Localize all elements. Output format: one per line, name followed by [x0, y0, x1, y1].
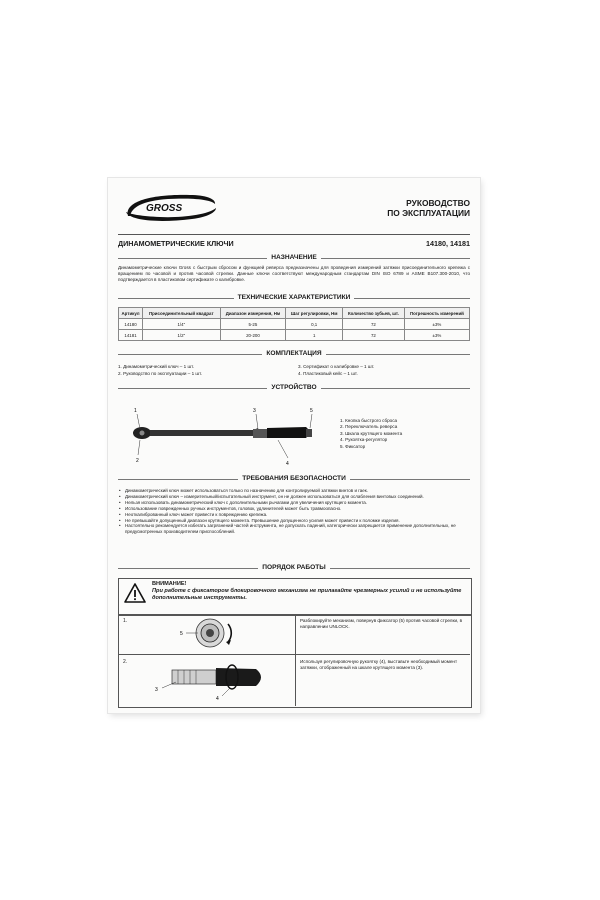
col-range: Диапазон измерения, Нм	[220, 308, 286, 319]
safety-list	[118, 488, 470, 535]
product-title: ДИНАМОМЕТРИЧЕСКИЕ КЛЮЧИ	[118, 239, 234, 248]
list-item: 3. Шкала крутящего момента	[340, 430, 403, 436]
warning-title: ВНИМАНИЕ!	[152, 581, 187, 587]
purpose-text: Динамометрические ключи Gross с быстрым сбросом и функцией реверса предназначены для проведения измерений затяжки присоединительного крепежа с вращением по часовой и против часовой стрелки. Данные ключи соответствуют международным стандартам DIN ISO 6789 и ASME B107.300-2010, что подтверждается в пластиковом сертификате о калибровке.	[118, 265, 470, 283]
list-item: 4. Пластиковый кейс – 1 шт.	[298, 370, 358, 376]
col-article: Артикул	[119, 308, 143, 319]
warning-triangle-icon	[124, 583, 146, 608]
col-teeth: Количество зубьев, шт.	[343, 308, 405, 319]
step-2-callout-3: 3	[155, 687, 158, 693]
manual-page	[108, 178, 480, 713]
cell: 20-200	[220, 330, 286, 341]
purpose-heading: НАЗНАЧЕНИЕ	[108, 254, 480, 262]
list-item: • Не превышайте допущенный диапазон крутящего момента. Превышение допущенного усилия может привести к поломке изделия.	[118, 518, 470, 524]
list-item: • Настоятельно рекомендуется избегать загрязнений частей инструмента, не допускать падений, категорически запрещается применение дополнительных, не предусмотренных производителем приспособлений.	[118, 523, 470, 535]
cell: 14180	[119, 319, 143, 330]
parts-list	[340, 418, 402, 450]
step-2-callout-4: 4	[216, 696, 219, 702]
cell: 72	[343, 330, 405, 341]
list-item: • Использование поврежденных ручных инструментов, головок, удлинителей может быть травмоопасно.	[118, 506, 470, 512]
cell: 72	[343, 319, 405, 330]
col-square: Присоединительный квадрат	[143, 308, 221, 319]
wrench-illustration	[118, 400, 328, 472]
warning-text: При работе с фиксатором блокировочного механизма не прилагайте чрезмерных усилий и не используйте дополнительные инструменты.	[152, 588, 462, 601]
callout-5: 5	[310, 408, 313, 414]
manual-title-line1: РУКОВОДСТВО	[406, 198, 470, 208]
procedure-heading: ПОРЯДОК РАБОТЫ	[108, 564, 480, 572]
specs-header-row	[119, 308, 470, 319]
list-item: 4. Рукоятка-регулятор	[340, 437, 388, 443]
table-row	[119, 319, 470, 330]
device-heading: УСТРОЙСТВО	[108, 384, 480, 392]
kit-heading: КОМПЛЕКТАЦИЯ	[108, 350, 480, 358]
list-item: 1. Кнопка быстрого сброса	[340, 418, 398, 423]
logo-text: GROSS	[146, 203, 183, 214]
wrench-shaft	[150, 428, 258, 438]
kit-left-list	[118, 364, 202, 377]
manual-title-line2: ПО ЭКСПЛУАТАЦИИ	[387, 208, 470, 218]
col-step: Шаг регулировки, Нм	[286, 308, 343, 319]
steps-row-divider	[118, 654, 470, 655]
kit-right-list	[298, 364, 374, 377]
list-item: 3. Сертификат о калибровке – 1 шт.	[298, 364, 375, 369]
callout-4: 4	[286, 461, 289, 467]
table-row	[119, 330, 470, 341]
cell: 1/2"	[143, 330, 221, 341]
cell: ±3%	[404, 319, 469, 330]
cell: 0,1	[286, 319, 343, 330]
step-1-callout: 5	[180, 631, 183, 637]
gross-logo	[120, 190, 220, 224]
quick-release-button-icon	[140, 431, 145, 436]
torque-scale	[253, 429, 267, 438]
header-divider	[118, 234, 470, 235]
steps-column-divider	[295, 614, 296, 706]
list-item: 5. Фиксатор	[340, 443, 366, 449]
list-item: • Динамометрический ключ – измерительный/испытательный инструмент, он не должен использоваться для ослабления винтовых соединений.	[118, 494, 470, 500]
list-item: 2. Переключатель реверса	[340, 424, 398, 430]
step-1-number: 1.	[123, 618, 128, 624]
col-accuracy: Погрешность измерений	[404, 308, 469, 319]
step-2-number: 2.	[123, 659, 128, 665]
step-1-illustration	[178, 616, 248, 652]
cell: 5-25	[220, 319, 286, 330]
cell: 1/4"	[143, 319, 221, 330]
product-codes: 14180, 14181	[426, 239, 470, 248]
specs-heading: ТЕХНИЧЕСКИЕ ХАРАКТЕРИСТИКИ	[108, 294, 480, 302]
safety-heading: ТРЕБОВАНИЯ БЕЗОПАСНОСТИ	[108, 475, 480, 483]
list-item: • Динамометрический ключ может использоваться только по назначению для контролируемой затяжки винтов и гаек.	[118, 488, 470, 494]
list-item: • Нельзя использовать динамометрический ключ с дополнительными рычагами для увеличения крутящего момента.	[118, 500, 470, 506]
gross-logo-swoosh	[120, 190, 220, 224]
step-2-text: Используя регулировочную рукоятку (4), выставьте необходимый момент затяжки, отображенный на шкале крутящего момента (3).	[300, 659, 458, 670]
step-1-text: Разблокируйте механизм, повернув фиксатор (5) против часовой стрелки, в направлении UNLOCK.	[300, 618, 463, 629]
torque-wrench-diagram	[118, 400, 328, 472]
lock-ring	[306, 429, 312, 437]
cell: ±3%	[404, 330, 469, 341]
list-item: • Неоткалиброванный ключ может привести к повреждению крепежа.	[118, 512, 470, 518]
specs-table	[118, 307, 470, 341]
list-item: 2. Руководство по эксплуатации – 1 шт.	[118, 370, 202, 376]
wrench-handle	[267, 427, 309, 438]
callout-3: 3	[253, 408, 256, 414]
cell: 1	[286, 330, 343, 341]
manual-title	[387, 198, 470, 218]
callout-1: 1	[134, 408, 137, 414]
cell: 14181	[119, 330, 143, 341]
callout-2: 2	[136, 458, 139, 464]
list-item: 1. Динамометрический ключ – 1 шт.	[118, 364, 195, 369]
step-2-illustration	[148, 658, 288, 702]
